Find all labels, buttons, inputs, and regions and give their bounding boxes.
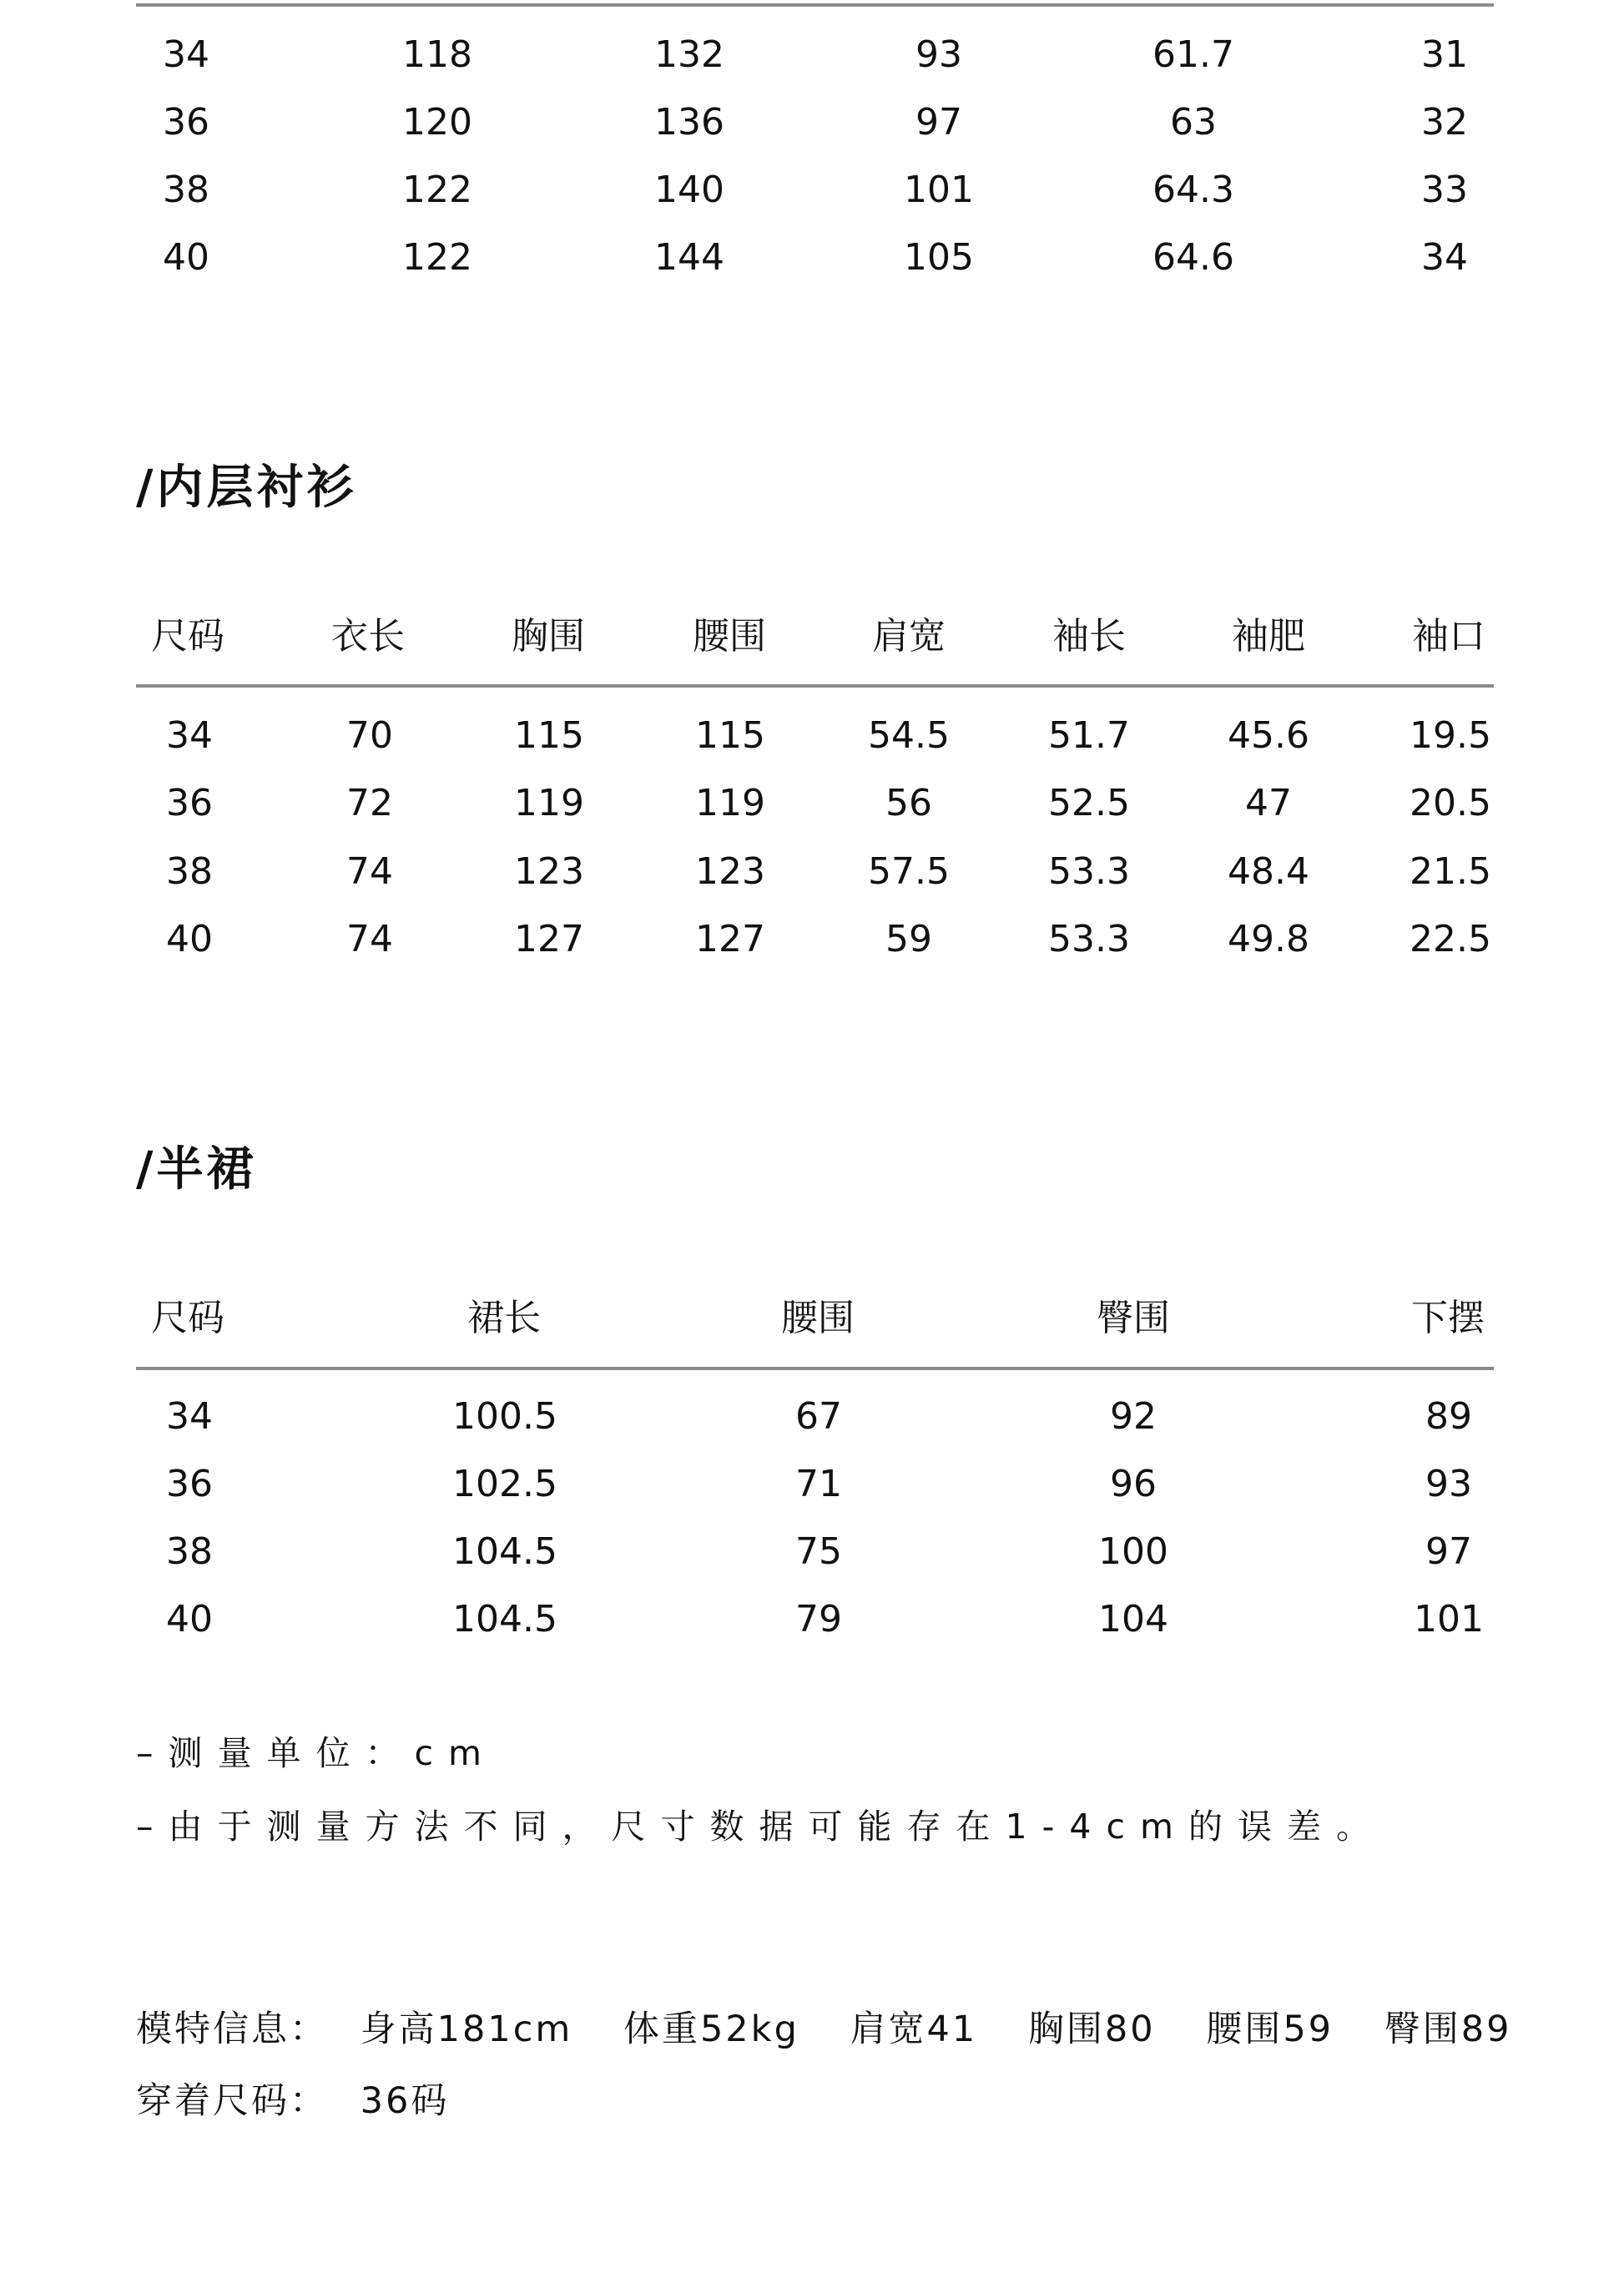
table-row bbox=[136, 711, 1494, 761]
table-cell: 53.3 bbox=[1048, 850, 1130, 893]
table-cell: 38 bbox=[166, 1530, 213, 1573]
table-row bbox=[136, 98, 1494, 148]
table-cell: 51.7 bbox=[1048, 714, 1130, 757]
table-cell: 21.5 bbox=[1410, 850, 1491, 893]
table-cell: 49.8 bbox=[1228, 918, 1309, 960]
table-header-row bbox=[136, 612, 1494, 662]
table-cell: 101 bbox=[904, 169, 974, 211]
table-cell: 61.7 bbox=[1152, 33, 1234, 76]
table-cell: 34 bbox=[166, 1395, 213, 1438]
table-cell: 100.5 bbox=[452, 1395, 557, 1438]
table-cell: 93 bbox=[1425, 1463, 1472, 1505]
model-hip: 臀围89 bbox=[1384, 2008, 1512, 2050]
table-cell: 36 bbox=[166, 782, 213, 824]
table-cell: 97 bbox=[1425, 1530, 1472, 1573]
wearing-size bbox=[136, 2073, 486, 2124]
column-header: 袖肥 bbox=[1232, 615, 1305, 658]
section-title-skirt: /半裙 bbox=[136, 1142, 257, 1197]
table-cell: 20.5 bbox=[1410, 782, 1491, 824]
table-cell: 122 bbox=[402, 169, 472, 211]
table-row bbox=[136, 233, 1494, 283]
table-cell: 92 bbox=[1110, 1395, 1157, 1438]
skirt-header bbox=[136, 1293, 1494, 1343]
table-cell: 115 bbox=[695, 714, 765, 757]
note-tolerance: –由于测量方法不同，尺寸数据可能存在1-4cm的误差。 bbox=[136, 1807, 1385, 1847]
top-table bbox=[136, 30, 1494, 279]
note-unit: –测量单位：cm bbox=[136, 1733, 497, 1773]
table-cell: 89 bbox=[1425, 1395, 1472, 1438]
table-header-row bbox=[136, 1293, 1494, 1343]
wearing-size-label: 穿着尺码： bbox=[136, 2080, 328, 2122]
table-cell: 57.5 bbox=[868, 850, 950, 893]
table-cell: 31 bbox=[1421, 33, 1468, 76]
table-cell: 127 bbox=[695, 918, 765, 960]
table-cell: 36 bbox=[163, 101, 209, 144]
table-cell: 75 bbox=[795, 1530, 842, 1573]
model-info bbox=[136, 2001, 1548, 2052]
table-cell: 67 bbox=[795, 1395, 842, 1438]
table-cell: 93 bbox=[915, 33, 962, 76]
column-header: 胸围 bbox=[512, 615, 585, 658]
table-cell: 56 bbox=[885, 782, 932, 824]
table-cell: 127 bbox=[514, 918, 584, 960]
skirt-table bbox=[136, 1392, 1494, 1640]
table-cell: 45.6 bbox=[1228, 714, 1309, 757]
table-row bbox=[136, 779, 1494, 829]
table-cell: 136 bbox=[654, 101, 724, 144]
table-cell: 32 bbox=[1421, 101, 1468, 144]
table-cell: 40 bbox=[166, 918, 213, 960]
skirt-header-rule bbox=[136, 1367, 1494, 1370]
table-cell: 52.5 bbox=[1048, 782, 1130, 824]
model-shoulder: 肩宽41 bbox=[850, 2008, 978, 2050]
table-cell: 119 bbox=[514, 782, 584, 824]
table-cell: 79 bbox=[795, 1598, 842, 1640]
table-cell: 22.5 bbox=[1410, 918, 1491, 960]
model-chest: 胸围80 bbox=[1027, 2008, 1156, 2050]
model-info-label: 模特信息： bbox=[136, 2008, 328, 2050]
table-row bbox=[136, 1595, 1494, 1645]
table-cell: 144 bbox=[654, 236, 724, 279]
table-cell: 74 bbox=[346, 850, 393, 893]
table-cell: 53.3 bbox=[1048, 918, 1130, 960]
table-cell: 101 bbox=[1414, 1598, 1484, 1640]
column-header: 衣长 bbox=[331, 615, 405, 658]
table-row bbox=[136, 1459, 1494, 1509]
section-title-shirt: /内层衬衫 bbox=[136, 461, 357, 515]
table-cell: 33 bbox=[1421, 169, 1468, 211]
column-header: 尺码 bbox=[151, 615, 224, 658]
column-header: 下摆 bbox=[1411, 1297, 1485, 1339]
model-height: 身高181cm bbox=[360, 2008, 573, 2050]
table-cell: 115 bbox=[514, 714, 584, 757]
table-row bbox=[136, 1392, 1494, 1442]
table-cell: 36 bbox=[166, 1463, 213, 1505]
table-cell: 119 bbox=[695, 782, 765, 824]
table-cell: 74 bbox=[346, 918, 393, 960]
column-header: 袖长 bbox=[1052, 615, 1126, 658]
table-cell: 71 bbox=[795, 1463, 842, 1505]
table-cell: 40 bbox=[163, 236, 209, 279]
table-cell: 120 bbox=[402, 101, 472, 144]
table-cell: 34 bbox=[1421, 236, 1468, 279]
column-header: 袖口 bbox=[1412, 615, 1485, 658]
table-cell: 140 bbox=[654, 169, 724, 211]
table-cell: 96 bbox=[1110, 1463, 1157, 1505]
column-header: 腰围 bbox=[781, 1297, 855, 1339]
table-cell: 123 bbox=[514, 850, 584, 893]
table-cell: 48.4 bbox=[1228, 850, 1309, 893]
table-cell: 132 bbox=[654, 33, 724, 76]
table-cell: 118 bbox=[402, 33, 472, 76]
table-cell: 63 bbox=[1170, 101, 1217, 144]
table-row bbox=[136, 915, 1494, 965]
table-cell: 72 bbox=[346, 782, 393, 824]
top-table-rule bbox=[136, 3, 1494, 7]
table-row bbox=[136, 1527, 1494, 1577]
table-cell: 123 bbox=[695, 850, 765, 893]
table-cell: 38 bbox=[163, 169, 209, 211]
table-cell: 104.5 bbox=[452, 1530, 557, 1573]
shirt-header-rule bbox=[136, 684, 1494, 688]
table-cell: 122 bbox=[402, 236, 472, 279]
shirt-header bbox=[136, 612, 1494, 662]
table-cell: 19.5 bbox=[1410, 714, 1491, 757]
table-cell: 70 bbox=[346, 714, 393, 757]
wearing-size-value: 36码 bbox=[360, 2080, 450, 2122]
column-header: 臀围 bbox=[1097, 1297, 1170, 1339]
table-cell: 54.5 bbox=[868, 714, 950, 757]
table-cell: 47 bbox=[1245, 782, 1292, 824]
table-cell: 40 bbox=[166, 1598, 213, 1640]
table-cell: 105 bbox=[904, 236, 974, 279]
table-cell: 64.6 bbox=[1152, 236, 1234, 279]
table-row bbox=[136, 847, 1494, 897]
column-header: 裙长 bbox=[467, 1297, 541, 1339]
table-cell: 104 bbox=[1098, 1598, 1168, 1640]
table-row bbox=[136, 165, 1494, 215]
table-cell: 34 bbox=[163, 33, 209, 76]
table-cell: 102.5 bbox=[452, 1463, 557, 1505]
column-header: 肩宽 bbox=[872, 615, 946, 658]
column-header: 腰围 bbox=[693, 615, 766, 658]
table-cell: 34 bbox=[166, 714, 213, 757]
shirt-table bbox=[136, 711, 1494, 960]
table-cell: 104.5 bbox=[452, 1598, 557, 1640]
model-weight: 体重52kg bbox=[623, 2008, 799, 2050]
table-cell: 64.3 bbox=[1152, 169, 1234, 211]
table-cell: 38 bbox=[166, 850, 213, 893]
table-cell: 97 bbox=[915, 101, 962, 144]
column-header: 尺码 bbox=[151, 1297, 224, 1339]
model-waist: 腰围59 bbox=[1206, 2008, 1334, 2050]
table-cell: 59 bbox=[885, 918, 932, 960]
table-row bbox=[136, 30, 1494, 80]
table-cell: 100 bbox=[1098, 1530, 1168, 1573]
